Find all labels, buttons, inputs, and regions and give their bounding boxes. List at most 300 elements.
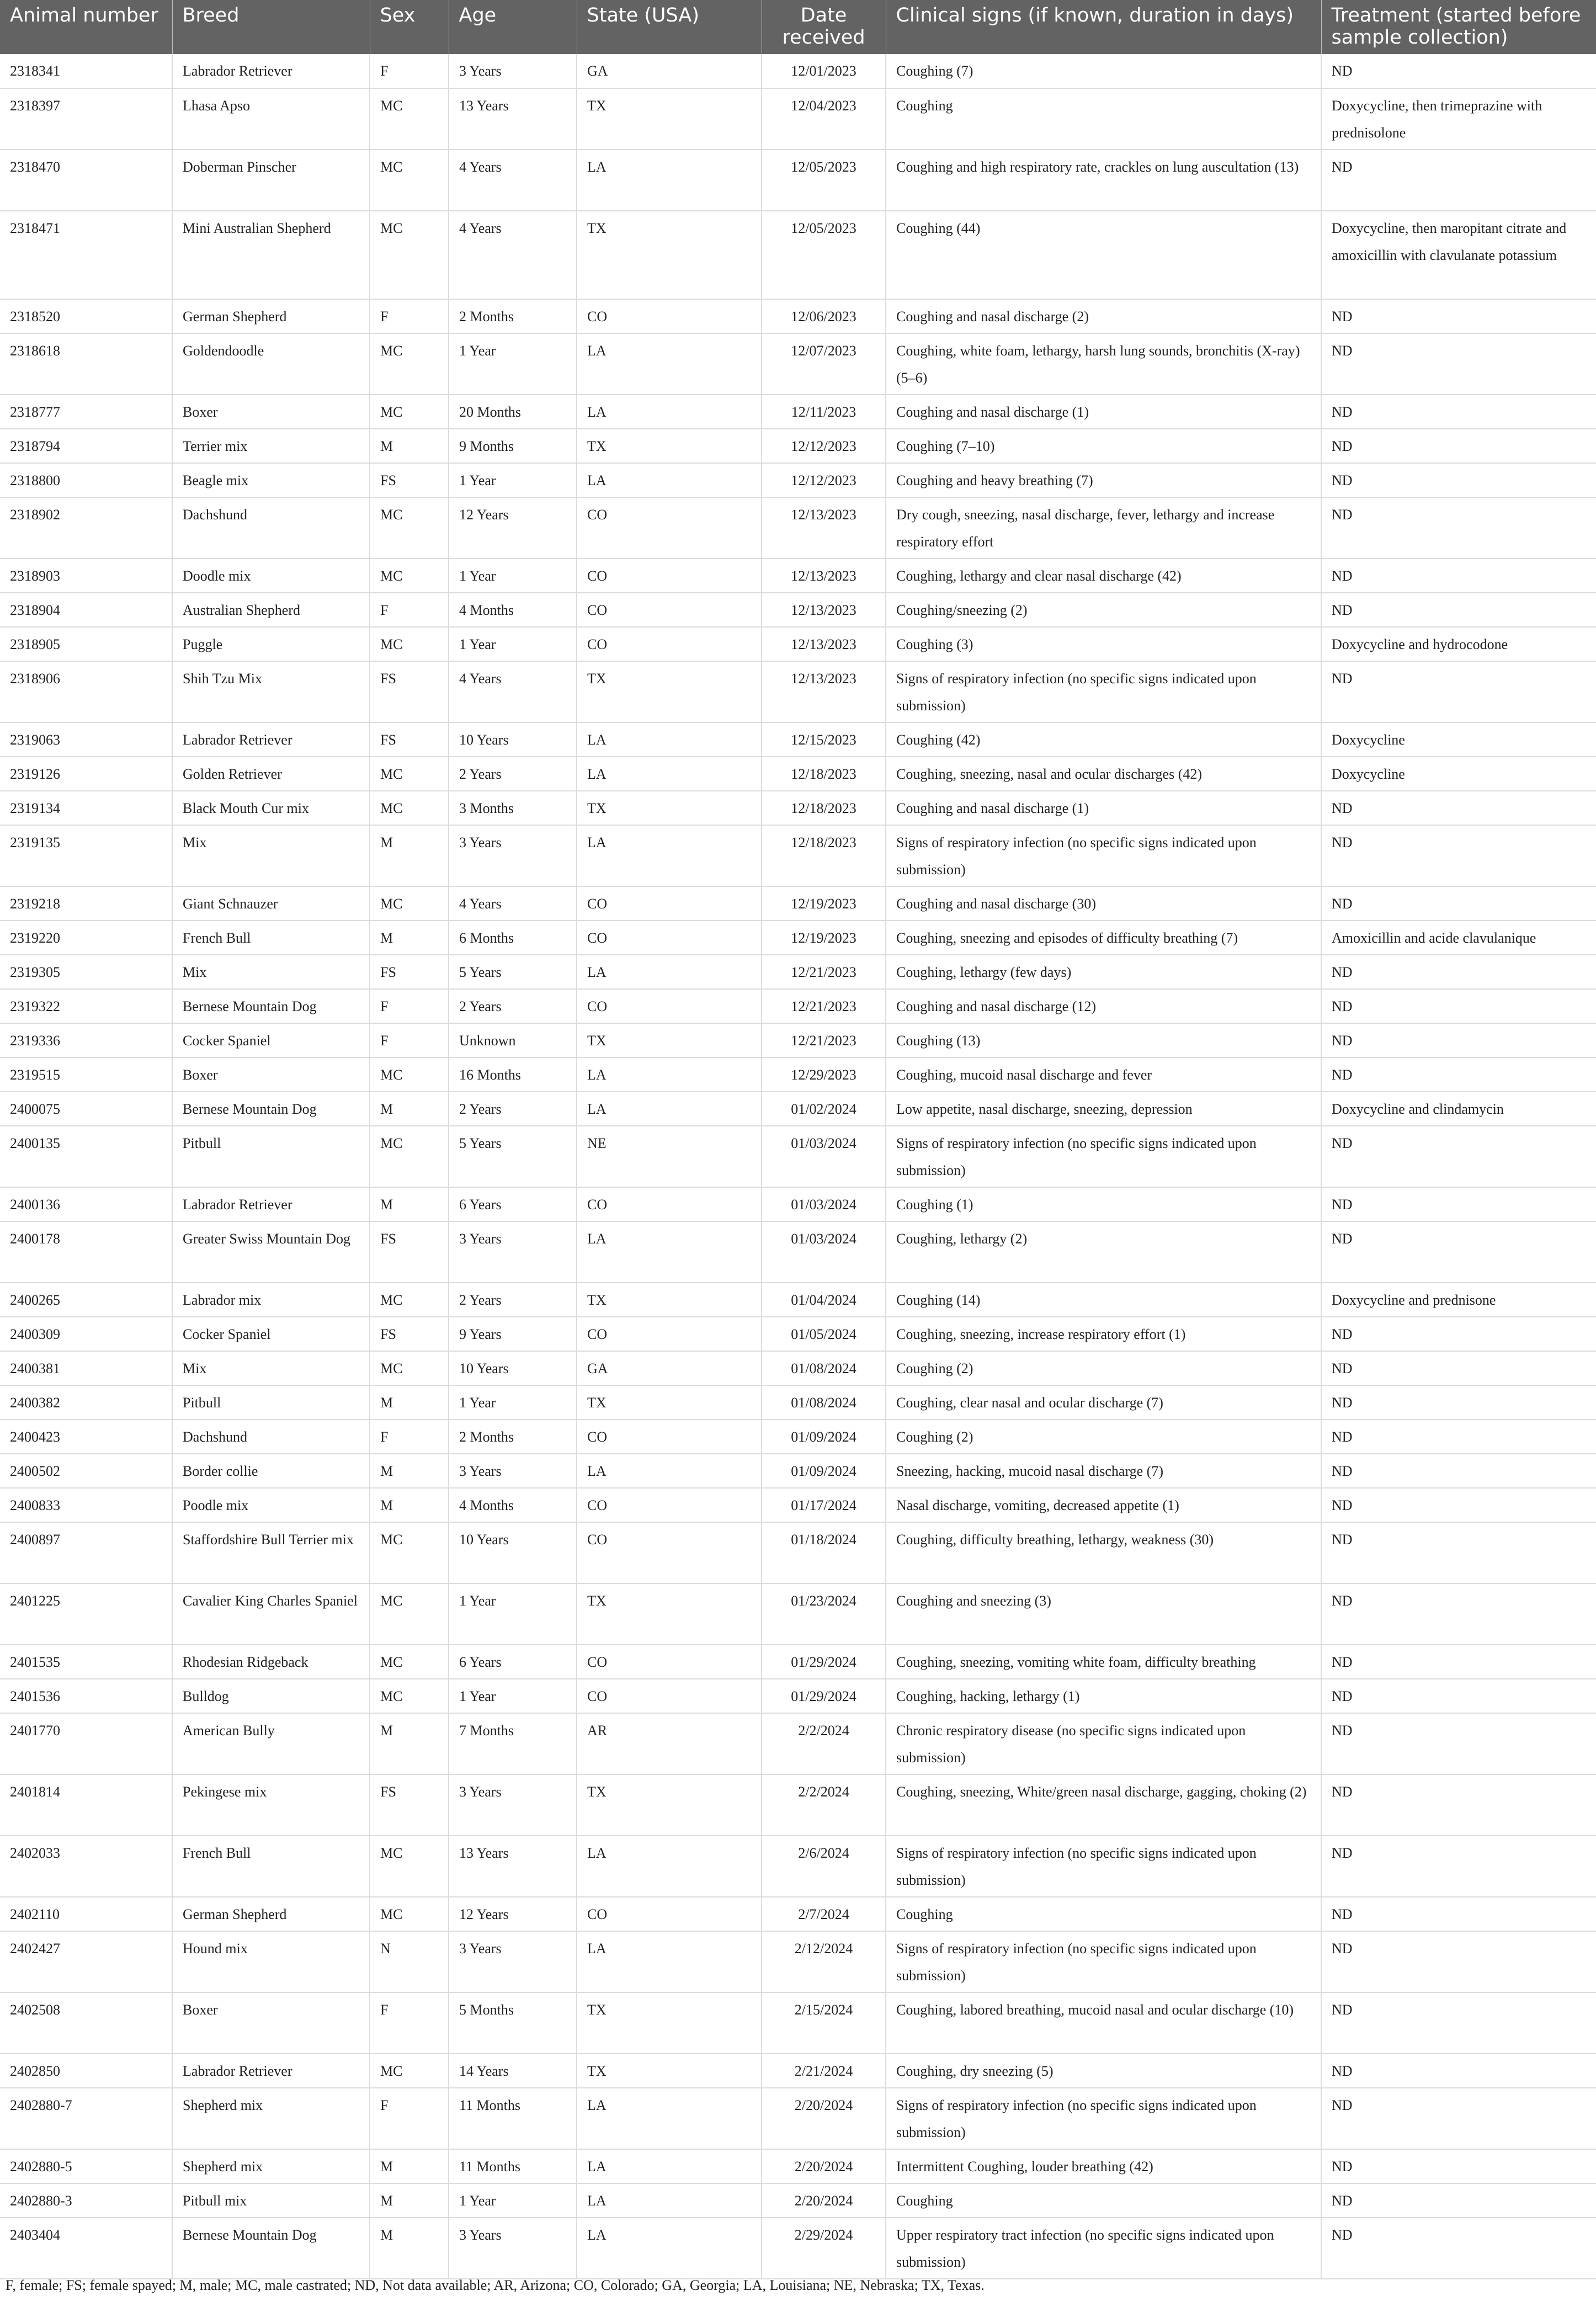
cell-animal-number: 2400075 bbox=[0, 1092, 172, 1126]
cell-sex: F bbox=[370, 593, 449, 627]
cell-age: 1 Year bbox=[449, 2183, 577, 2218]
cell-clinical-signs: Coughing, clear nasal and ocular discharge (7) bbox=[886, 1385, 1321, 1420]
header-animal-number: Animal number bbox=[0, 0, 172, 54]
cell-breed: Doberman Pinscher bbox=[172, 150, 370, 211]
cell-age: 2 Years bbox=[449, 1092, 577, 1126]
cell-animal-number: 2318341 bbox=[0, 54, 172, 88]
cell-breed: Shih Tzu Mix bbox=[172, 661, 370, 722]
cell-animal-number: 2400897 bbox=[0, 1522, 172, 1583]
cell-state: CO bbox=[577, 559, 762, 593]
cell-animal-number: 2403404 bbox=[0, 2218, 172, 2279]
cell-treatment: Doxycycline and prednisone bbox=[1321, 1283, 1596, 1317]
cell-clinical-signs: Coughing, white foam, lethargy, harsh lung sounds, bronchitis (X-ray) (5–6) bbox=[886, 333, 1321, 395]
cell-clinical-signs: Coughing, hacking, lethargy (1) bbox=[886, 1679, 1321, 1713]
cell-sex: M bbox=[370, 1092, 449, 1126]
cell-sex: MC bbox=[370, 1351, 449, 1385]
cell-state: TX bbox=[577, 1992, 762, 2054]
cell-animal-number: 2319220 bbox=[0, 921, 172, 955]
cell-breed: Bernese Mountain Dog bbox=[172, 2218, 370, 2279]
cell-treatment: ND bbox=[1321, 1522, 1596, 1583]
cell-animal-number: 2318905 bbox=[0, 627, 172, 661]
cell-date-received: 2/6/2024 bbox=[762, 1836, 886, 1897]
table-row bbox=[0, 1774, 1596, 1836]
cell-age: 4 Years bbox=[449, 661, 577, 722]
cell-date-received: 12/01/2023 bbox=[762, 54, 886, 88]
cell-date-received: 12/18/2023 bbox=[762, 791, 886, 825]
cell-animal-number: 2400502 bbox=[0, 1454, 172, 1488]
cell-age: 12 Years bbox=[449, 1897, 577, 1931]
cell-treatment: ND bbox=[1321, 791, 1596, 825]
cell-treatment: ND bbox=[1321, 1713, 1596, 1774]
cell-breed: Bernese Mountain Dog bbox=[172, 989, 370, 1023]
cell-state: LA bbox=[577, 2088, 762, 2149]
table-row bbox=[0, 54, 1596, 88]
cell-treatment: ND bbox=[1321, 1679, 1596, 1713]
table-row bbox=[0, 1187, 1596, 1221]
cell-treatment: ND bbox=[1321, 1221, 1596, 1283]
cell-clinical-signs: Coughing (42) bbox=[886, 722, 1321, 757]
cell-clinical-signs: Coughing, sneezing, vomiting white foam, difficulty breathing bbox=[886, 1645, 1321, 1679]
cell-state: LA bbox=[577, 1836, 762, 1897]
table-row bbox=[0, 1385, 1596, 1420]
cell-clinical-signs: Coughing, lethargy (few days) bbox=[886, 955, 1321, 989]
table-row bbox=[0, 429, 1596, 463]
cell-clinical-signs: Signs of respiratory infection (no specific signs indicated upon submission) bbox=[886, 1836, 1321, 1897]
cell-state: LA bbox=[577, 2149, 762, 2183]
cell-animal-number: 2402880-5 bbox=[0, 2149, 172, 2183]
cell-sex: FS bbox=[370, 463, 449, 497]
cell-clinical-signs: Low appetite, nasal discharge, sneezing, depression bbox=[886, 1092, 1321, 1126]
cell-age: 10 Years bbox=[449, 1522, 577, 1583]
cell-clinical-signs: Coughing bbox=[886, 88, 1321, 150]
table-row bbox=[0, 661, 1596, 722]
cell-date-received: 01/03/2024 bbox=[762, 1126, 886, 1187]
cell-sex: MC bbox=[370, 1283, 449, 1317]
cell-sex: M bbox=[370, 825, 449, 886]
cell-sex: F bbox=[370, 989, 449, 1023]
cell-age: 3 Years bbox=[449, 2218, 577, 2279]
table-row bbox=[0, 1992, 1596, 2054]
cell-animal-number: 2319126 bbox=[0, 757, 172, 791]
cell-sex: FS bbox=[370, 955, 449, 989]
cell-breed: Mix bbox=[172, 825, 370, 886]
cell-date-received: 12/05/2023 bbox=[762, 211, 886, 299]
cell-breed: Boxer bbox=[172, 1057, 370, 1092]
cell-treatment: ND bbox=[1321, 1317, 1596, 1351]
cell-treatment: ND bbox=[1321, 1645, 1596, 1679]
cell-clinical-signs: Coughing and nasal discharge (2) bbox=[886, 299, 1321, 333]
table-row bbox=[0, 1713, 1596, 1774]
cell-sex: MC bbox=[370, 627, 449, 661]
cell-date-received: 2/15/2024 bbox=[762, 1992, 886, 2054]
cell-clinical-signs: Signs of respiratory infection (no specific signs indicated upon submission) bbox=[886, 1126, 1321, 1187]
cell-state: NE bbox=[577, 1126, 762, 1187]
cell-clinical-signs: Coughing (1) bbox=[886, 1187, 1321, 1221]
cell-state: LA bbox=[577, 463, 762, 497]
cell-treatment: Doxycycline, then maropitant citrate and amoxicillin with clavulanate potassium bbox=[1321, 211, 1596, 299]
cell-age: 10 Years bbox=[449, 722, 577, 757]
cell-breed: Terrier mix bbox=[172, 429, 370, 463]
cell-date-received: 12/21/2023 bbox=[762, 955, 886, 989]
table-row bbox=[0, 1126, 1596, 1187]
cell-treatment: Doxycycline and hydrocodone bbox=[1321, 627, 1596, 661]
cell-clinical-signs: Chronic respiratory disease (no specific signs indicated upon submission) bbox=[886, 1713, 1321, 1774]
cell-animal-number: 2402427 bbox=[0, 1931, 172, 1992]
cell-age: 6 Years bbox=[449, 1187, 577, 1221]
cell-sex: M bbox=[370, 429, 449, 463]
cell-sex: MC bbox=[370, 791, 449, 825]
cell-animal-number: 2402033 bbox=[0, 1836, 172, 1897]
cell-animal-number: 2318520 bbox=[0, 299, 172, 333]
cell-state: CO bbox=[577, 593, 762, 627]
cell-clinical-signs: Upper respiratory tract infection (no specific signs indicated upon submission) bbox=[886, 2218, 1321, 2279]
cell-clinical-signs: Coughing and sneezing (3) bbox=[886, 1583, 1321, 1645]
cell-treatment: ND bbox=[1321, 2088, 1596, 2149]
cell-animal-number: 2400833 bbox=[0, 1488, 172, 1522]
table-row bbox=[0, 1420, 1596, 1454]
cell-age: 3 Months bbox=[449, 791, 577, 825]
table-row bbox=[0, 1454, 1596, 1488]
cell-age: 3 Years bbox=[449, 1221, 577, 1283]
cell-sex: FS bbox=[370, 1221, 449, 1283]
cell-clinical-signs: Dry cough, sneezing, nasal discharge, fever, lethargy and increase respiratory effort bbox=[886, 497, 1321, 559]
cell-date-received: 01/03/2024 bbox=[762, 1221, 886, 1283]
cell-date-received: 12/29/2023 bbox=[762, 1057, 886, 1092]
cell-treatment: ND bbox=[1321, 1023, 1596, 1057]
cell-animal-number: 2400423 bbox=[0, 1420, 172, 1454]
cell-breed: Border collie bbox=[172, 1454, 370, 1488]
cell-date-received: 12/13/2023 bbox=[762, 497, 886, 559]
table-row bbox=[0, 395, 1596, 429]
cell-date-received: 12/04/2023 bbox=[762, 88, 886, 150]
table-row bbox=[0, 463, 1596, 497]
cell-treatment: ND bbox=[1321, 2054, 1596, 2088]
cell-state: TX bbox=[577, 1385, 762, 1420]
cell-date-received: 12/18/2023 bbox=[762, 757, 886, 791]
cell-age: 4 Months bbox=[449, 593, 577, 627]
table-row bbox=[0, 497, 1596, 559]
cell-age: 5 Months bbox=[449, 1992, 577, 2054]
cell-state: CO bbox=[577, 497, 762, 559]
cell-clinical-signs: Coughing bbox=[886, 1897, 1321, 1931]
cell-age: 10 Years bbox=[449, 1351, 577, 1385]
cell-state: LA bbox=[577, 150, 762, 211]
cell-sex: F bbox=[370, 2088, 449, 2149]
cell-sex: MC bbox=[370, 211, 449, 299]
cell-state: LA bbox=[577, 333, 762, 395]
cell-age: 5 Years bbox=[449, 1126, 577, 1187]
table-row bbox=[0, 757, 1596, 791]
cell-animal-number: 2319063 bbox=[0, 722, 172, 757]
cell-treatment: ND bbox=[1321, 1420, 1596, 1454]
cell-clinical-signs: Coughing (3) bbox=[886, 627, 1321, 661]
cell-breed: Boxer bbox=[172, 395, 370, 429]
cell-state: CO bbox=[577, 1897, 762, 1931]
cell-treatment: ND bbox=[1321, 299, 1596, 333]
cell-breed: Shepherd mix bbox=[172, 2088, 370, 2149]
cell-age: 4 Years bbox=[449, 886, 577, 921]
cell-breed: French Bull bbox=[172, 1836, 370, 1897]
cell-clinical-signs: Coughing, sneezing and episodes of difficulty breathing (7) bbox=[886, 921, 1321, 955]
cell-date-received: 12/19/2023 bbox=[762, 886, 886, 921]
cell-animal-number: 2318906 bbox=[0, 661, 172, 722]
cell-clinical-signs: Nasal discharge, vomiting, decreased appetite (1) bbox=[886, 1488, 1321, 1522]
table-row bbox=[0, 559, 1596, 593]
cell-animal-number: 2318777 bbox=[0, 395, 172, 429]
cell-date-received: 12/07/2023 bbox=[762, 333, 886, 395]
cell-state: TX bbox=[577, 1023, 762, 1057]
cell-sex: F bbox=[370, 1992, 449, 2054]
cell-sex: F bbox=[370, 1023, 449, 1057]
cell-treatment: ND bbox=[1321, 1488, 1596, 1522]
cell-date-received: 2/7/2024 bbox=[762, 1897, 886, 1931]
header-state: State (USA) bbox=[577, 0, 762, 54]
cell-treatment: ND bbox=[1321, 1836, 1596, 1897]
cell-age: 6 Months bbox=[449, 921, 577, 955]
table-footnote: F, female; FS; female spayed; M, male; MC, male castrated; ND, Not data available; AR, Arizona; CO, Colorado; GA, Georgia; LA, Louisiana; NE, Nebraska; TX, Texas. bbox=[6, 2277, 985, 2293]
cell-sex: MC bbox=[370, 2054, 449, 2088]
table-row bbox=[0, 886, 1596, 921]
cell-clinical-signs: Coughing (7) bbox=[886, 54, 1321, 88]
cell-state: CO bbox=[577, 1488, 762, 1522]
cell-animal-number: 2319135 bbox=[0, 825, 172, 886]
cell-date-received: 12/06/2023 bbox=[762, 299, 886, 333]
cell-state: LA bbox=[577, 1931, 762, 1992]
cell-animal-number: 2400178 bbox=[0, 1221, 172, 1283]
cell-animal-number: 2402110 bbox=[0, 1897, 172, 1931]
cell-clinical-signs: Intermittent Coughing, louder breathing (42) bbox=[886, 2149, 1321, 2183]
cell-date-received: 12/15/2023 bbox=[762, 722, 886, 757]
cell-date-received: 12/19/2023 bbox=[762, 921, 886, 955]
cell-treatment: Amoxicillin and acide clavulanique bbox=[1321, 921, 1596, 955]
cell-breed: Poodle mix bbox=[172, 1488, 370, 1522]
cell-date-received: 01/05/2024 bbox=[762, 1317, 886, 1351]
table-row bbox=[0, 791, 1596, 825]
cell-age: 13 Years bbox=[449, 1836, 577, 1897]
header-breed: Breed bbox=[172, 0, 370, 54]
cell-breed: Cocker Spaniel bbox=[172, 1317, 370, 1351]
table-row bbox=[0, 1931, 1596, 1992]
cell-date-received: 01/29/2024 bbox=[762, 1679, 886, 1713]
cell-clinical-signs: Coughing, difficulty breathing, lethargy, weakness (30) bbox=[886, 1522, 1321, 1583]
cell-breed: Mix bbox=[172, 955, 370, 989]
cell-sex: MC bbox=[370, 1583, 449, 1645]
cell-treatment: ND bbox=[1321, 429, 1596, 463]
table-row bbox=[0, 1221, 1596, 1283]
cell-breed: Labrador Retriever bbox=[172, 54, 370, 88]
cell-age: 1 Year bbox=[449, 559, 577, 593]
cell-treatment: ND bbox=[1321, 1454, 1596, 1488]
cell-sex: MC bbox=[370, 1522, 449, 1583]
table-header-row bbox=[0, 0, 1596, 54]
cell-sex: FS bbox=[370, 661, 449, 722]
table-row bbox=[0, 1023, 1596, 1057]
cell-age: 9 Years bbox=[449, 1317, 577, 1351]
cell-date-received: 01/29/2024 bbox=[762, 1645, 886, 1679]
cell-breed: Labrador mix bbox=[172, 1283, 370, 1317]
cell-date-received: 2/2/2024 bbox=[762, 1774, 886, 1836]
cell-breed: Boxer bbox=[172, 1992, 370, 2054]
cell-state: CO bbox=[577, 1679, 762, 1713]
table-row bbox=[0, 955, 1596, 989]
table-row bbox=[0, 1679, 1596, 1713]
cell-age: 2 Years bbox=[449, 1283, 577, 1317]
cell-date-received: 2/20/2024 bbox=[762, 2183, 886, 2218]
cell-animal-number: 2400136 bbox=[0, 1187, 172, 1221]
cell-age: 13 Years bbox=[449, 88, 577, 150]
table-row bbox=[0, 1092, 1596, 1126]
cell-sex: FS bbox=[370, 1774, 449, 1836]
cell-sex: M bbox=[370, 1385, 449, 1420]
cell-date-received: 12/21/2023 bbox=[762, 989, 886, 1023]
cell-clinical-signs: Coughing and nasal discharge (1) bbox=[886, 791, 1321, 825]
cell-date-received: 01/23/2024 bbox=[762, 1583, 886, 1645]
cell-state: CO bbox=[577, 1645, 762, 1679]
cell-clinical-signs: Coughing/sneezing (2) bbox=[886, 593, 1321, 627]
cell-animal-number: 2319134 bbox=[0, 791, 172, 825]
cell-animal-number: 2318800 bbox=[0, 463, 172, 497]
cell-treatment: ND bbox=[1321, 825, 1596, 886]
cell-sex: M bbox=[370, 921, 449, 955]
cell-state: LA bbox=[577, 955, 762, 989]
cell-age: Unknown bbox=[449, 1023, 577, 1057]
cell-age: 6 Years bbox=[449, 1645, 577, 1679]
cell-date-received: 12/12/2023 bbox=[762, 429, 886, 463]
table-row bbox=[0, 1583, 1596, 1645]
cell-sex: F bbox=[370, 54, 449, 88]
cell-date-received: 12/13/2023 bbox=[762, 559, 886, 593]
table-body bbox=[0, 54, 1596, 2279]
cell-treatment: ND bbox=[1321, 1126, 1596, 1187]
table-row bbox=[0, 2183, 1596, 2218]
cell-sex: M bbox=[370, 2183, 449, 2218]
cell-state: GA bbox=[577, 54, 762, 88]
cell-breed: Bernese Mountain Dog bbox=[172, 1092, 370, 1126]
table-row bbox=[0, 593, 1596, 627]
cell-clinical-signs: Coughing (44) bbox=[886, 211, 1321, 299]
cell-clinical-signs: Coughing (7–10) bbox=[886, 429, 1321, 463]
cell-age: 20 Months bbox=[449, 395, 577, 429]
cell-age: 3 Years bbox=[449, 54, 577, 88]
cell-treatment: ND bbox=[1321, 1187, 1596, 1221]
cell-state: GA bbox=[577, 1351, 762, 1385]
cell-clinical-signs: Coughing, mucoid nasal discharge and fever bbox=[886, 1057, 1321, 1092]
cell-treatment: ND bbox=[1321, 333, 1596, 395]
cell-date-received: 01/08/2024 bbox=[762, 1385, 886, 1420]
cell-animal-number: 2318471 bbox=[0, 211, 172, 299]
cell-age: 1 Year bbox=[449, 1583, 577, 1645]
cell-breed: Puggle bbox=[172, 627, 370, 661]
cell-age: 7 Months bbox=[449, 1713, 577, 1774]
cell-treatment: Doxycycline, then trimeprazine with prednisolone bbox=[1321, 88, 1596, 150]
cell-breed: Greater Swiss Mountain Dog bbox=[172, 1221, 370, 1283]
cell-breed: Dachshund bbox=[172, 1420, 370, 1454]
cell-age: 9 Months bbox=[449, 429, 577, 463]
cell-age: 2 Years bbox=[449, 757, 577, 791]
cell-state: TX bbox=[577, 429, 762, 463]
cell-animal-number: 2401536 bbox=[0, 1679, 172, 1713]
cell-sex: F bbox=[370, 1420, 449, 1454]
cell-breed: French Bull bbox=[172, 921, 370, 955]
cell-state: LA bbox=[577, 1092, 762, 1126]
cell-breed: Labrador Retriever bbox=[172, 1187, 370, 1221]
cell-sex: MC bbox=[370, 88, 449, 150]
cell-breed: Pitbull bbox=[172, 1126, 370, 1187]
cell-animal-number: 2402880-7 bbox=[0, 2088, 172, 2149]
cell-treatment: ND bbox=[1321, 1992, 1596, 2054]
cell-age: 4 Years bbox=[449, 211, 577, 299]
cell-date-received: 12/11/2023 bbox=[762, 395, 886, 429]
cell-animal-number: 2318618 bbox=[0, 333, 172, 395]
cell-clinical-signs: Coughing and high respiratory rate, crackles on lung auscultation (13) bbox=[886, 150, 1321, 211]
cell-state: TX bbox=[577, 88, 762, 150]
cell-age: 4 Years bbox=[449, 150, 577, 211]
cell-sex: MC bbox=[370, 1836, 449, 1897]
cell-breed: Giant Schnauzer bbox=[172, 886, 370, 921]
cell-treatment: ND bbox=[1321, 395, 1596, 429]
cell-sex: MC bbox=[370, 150, 449, 211]
cell-sex: M bbox=[370, 1488, 449, 1522]
cell-treatment: ND bbox=[1321, 2149, 1596, 2183]
cell-treatment: ND bbox=[1321, 661, 1596, 722]
cell-treatment: ND bbox=[1321, 886, 1596, 921]
cell-sex: MC bbox=[370, 395, 449, 429]
table-row bbox=[0, 299, 1596, 333]
cell-sex: FS bbox=[370, 1317, 449, 1351]
cell-age: 1 Year bbox=[449, 333, 577, 395]
cell-animal-number: 2401535 bbox=[0, 1645, 172, 1679]
cell-state: AR bbox=[577, 1713, 762, 1774]
cell-animal-number: 2400381 bbox=[0, 1351, 172, 1385]
cell-sex: M bbox=[370, 1454, 449, 1488]
cell-breed: Bulldog bbox=[172, 1679, 370, 1713]
cell-state: LA bbox=[577, 722, 762, 757]
cell-treatment: ND bbox=[1321, 989, 1596, 1023]
cell-animal-number: 2318902 bbox=[0, 497, 172, 559]
cell-breed: Mini Australian Shepherd bbox=[172, 211, 370, 299]
cell-age: 2 Years bbox=[449, 989, 577, 1023]
cell-animal-number: 2400135 bbox=[0, 1126, 172, 1187]
cell-breed: Lhasa Apso bbox=[172, 88, 370, 150]
cell-animal-number: 2319218 bbox=[0, 886, 172, 921]
cell-treatment: ND bbox=[1321, 1931, 1596, 1992]
cell-animal-number: 2401225 bbox=[0, 1583, 172, 1645]
cell-breed: German Shepherd bbox=[172, 299, 370, 333]
cell-sex: F bbox=[370, 299, 449, 333]
cell-sex: M bbox=[370, 2149, 449, 2183]
cell-state: LA bbox=[577, 395, 762, 429]
cell-state: CO bbox=[577, 1420, 762, 1454]
cell-state: LA bbox=[577, 825, 762, 886]
cell-animal-number: 2319515 bbox=[0, 1057, 172, 1092]
cell-treatment: ND bbox=[1321, 559, 1596, 593]
cell-state: LA bbox=[577, 1454, 762, 1488]
table-row bbox=[0, 1897, 1596, 1931]
cell-date-received: 12/12/2023 bbox=[762, 463, 886, 497]
cell-treatment: ND bbox=[1321, 593, 1596, 627]
table-row bbox=[0, 989, 1596, 1023]
cell-age: 1 Year bbox=[449, 1385, 577, 1420]
cell-breed: Golden Retriever bbox=[172, 757, 370, 791]
cell-clinical-signs: Coughing, dry sneezing (5) bbox=[886, 2054, 1321, 2088]
cell-animal-number: 2401770 bbox=[0, 1713, 172, 1774]
cell-state: CO bbox=[577, 1187, 762, 1221]
cell-clinical-signs: Coughing, lethargy (2) bbox=[886, 1221, 1321, 1283]
cell-state: CO bbox=[577, 627, 762, 661]
cell-clinical-signs: Coughing, lethargy and clear nasal discharge (42) bbox=[886, 559, 1321, 593]
cell-clinical-signs: Coughing (2) bbox=[886, 1420, 1321, 1454]
cell-age: 5 Years bbox=[449, 955, 577, 989]
